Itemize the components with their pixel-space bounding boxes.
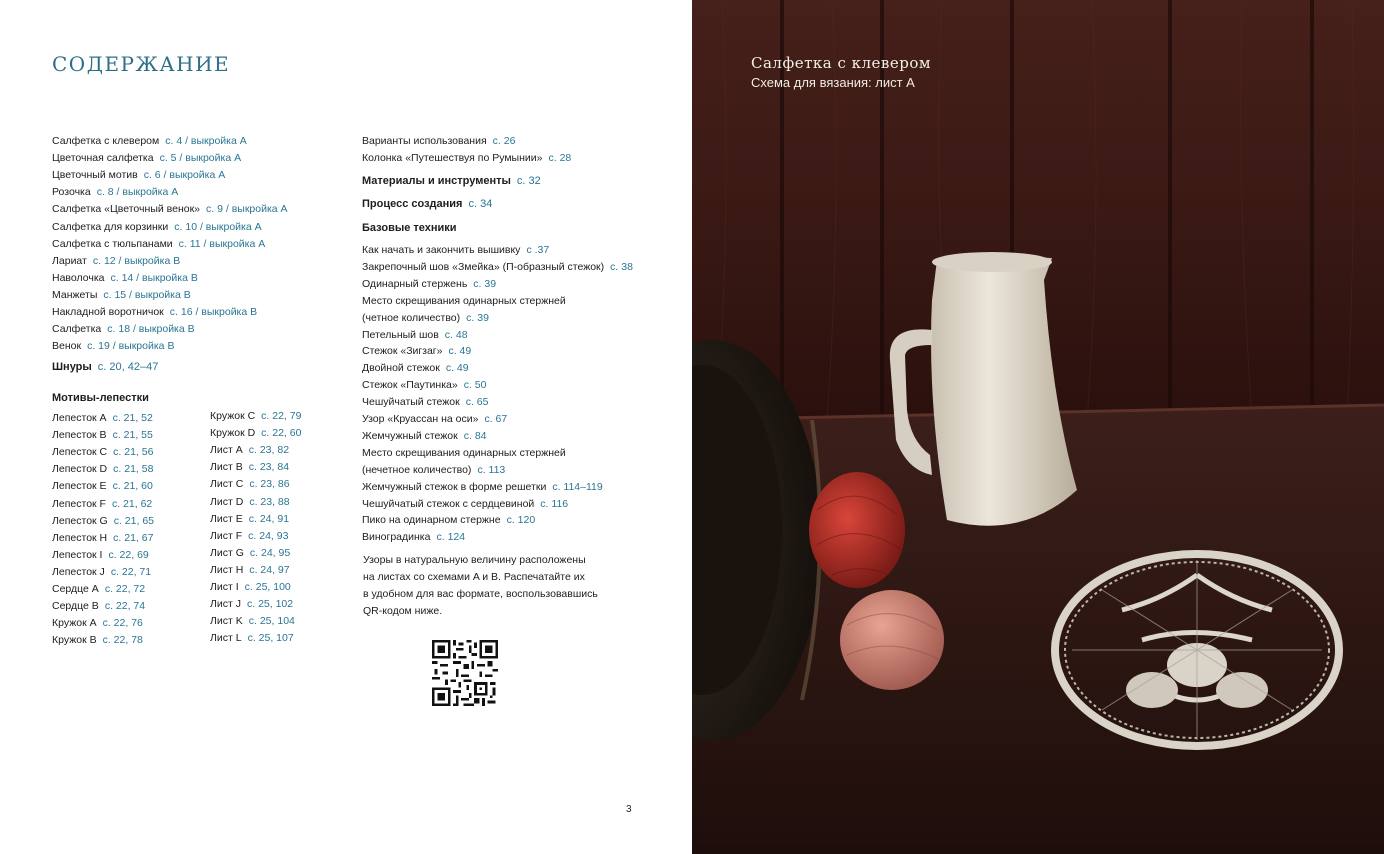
toc-entry-page-ref: с. 34 bbox=[468, 198, 493, 210]
toc-entry[interactable] bbox=[210, 478, 290, 491]
toc-entry-page-ref: с. 25, 100 bbox=[244, 581, 291, 593]
toc-entry[interactable] bbox=[52, 446, 153, 459]
toc-entry[interactable] bbox=[362, 514, 535, 527]
toc-entry[interactable] bbox=[210, 615, 295, 628]
toc-entry-page-ref: с. 22, 79 bbox=[261, 410, 302, 422]
toc-entry[interactable] bbox=[362, 531, 465, 544]
toc-entry-page-ref: с. 25, 107 bbox=[247, 632, 294, 645]
toc-entry[interactable] bbox=[362, 498, 568, 511]
toc-section-heading: Мотивы-лепестки bbox=[52, 392, 149, 404]
toc-entry[interactable] bbox=[210, 461, 289, 474]
toc-entry-page-ref: с. 19 / выкройка В bbox=[87, 340, 175, 353]
toc-section-heading: Базовые техники bbox=[362, 222, 457, 234]
toc-entry-page-ref: с. 23, 82 bbox=[248, 444, 290, 457]
toc-entry-page-ref: с. 21, 62 bbox=[111, 497, 153, 510]
toc-entry-label: Цветочный мотив bbox=[52, 169, 138, 182]
toc-entry-page-ref: с. 22, 72 bbox=[104, 583, 146, 595]
toc-entry-page-ref: с. 5 / выкройка А bbox=[159, 152, 242, 165]
toc-entry[interactable] bbox=[362, 362, 469, 375]
toc-entry[interactable] bbox=[52, 272, 198, 285]
toc-entry[interactable] bbox=[52, 135, 247, 148]
toc-entry[interactable] bbox=[52, 617, 143, 630]
toc-entry-page-ref: с. 116 bbox=[540, 497, 569, 510]
toc-entry[interactable] bbox=[362, 396, 488, 409]
toc-entry-page-ref: с. 21, 58 bbox=[113, 463, 154, 476]
toc-entry-page-ref: с. 15 / выкройка В bbox=[103, 288, 191, 301]
toc-entry-page-ref: с. 4 / выкройка А bbox=[165, 135, 247, 147]
toc-entry[interactable] bbox=[362, 295, 572, 308]
toc-entry[interactable] bbox=[52, 549, 149, 562]
toc-entry-label: Лепесток C bbox=[52, 446, 108, 459]
toc-entry[interactable] bbox=[52, 515, 154, 528]
toc-entry-page-ref: с. 24, 91 bbox=[248, 512, 290, 525]
toc-entry[interactable] bbox=[52, 498, 152, 511]
toc-entry[interactable] bbox=[52, 634, 143, 647]
toc-entry-page-ref: с. 38 bbox=[610, 260, 633, 273]
toc-entry[interactable] bbox=[362, 481, 603, 494]
note-line: Узоры в натуральную величину расположены bbox=[363, 554, 586, 566]
toc-entry[interactable] bbox=[210, 598, 293, 611]
toc-entry-page-ref: с. 16 / выкройка В bbox=[169, 306, 258, 318]
toc-entry-label: (нечетное количество) bbox=[362, 463, 472, 476]
toc-entry[interactable] bbox=[52, 238, 265, 251]
toc-entry-page-ref: с. 9 / выкройка А bbox=[206, 203, 288, 216]
toc-entry-label: Лист C bbox=[210, 478, 244, 491]
toc-entry[interactable] bbox=[210, 513, 289, 526]
toc-entry[interactable] bbox=[210, 581, 291, 594]
toc-entry-label: Салфетка bbox=[52, 323, 102, 336]
toc-entry[interactable] bbox=[362, 135, 515, 148]
toc-entry[interactable] bbox=[52, 463, 153, 476]
toc-entry[interactable] bbox=[52, 429, 153, 442]
toc-entry-page-ref: с. 22, 76 bbox=[102, 617, 143, 630]
toc-entry-page-ref: с. 114–119 bbox=[552, 480, 603, 493]
toc-entry-page-ref: с. 65 bbox=[465, 396, 489, 409]
toc-entry[interactable] bbox=[52, 255, 180, 268]
toc-entry-page-ref: с .37 bbox=[526, 244, 550, 256]
toc-entry[interactable] bbox=[52, 566, 151, 579]
toc-entry-label: Венок bbox=[52, 340, 82, 353]
toc-entry-label: Лист D bbox=[210, 495, 244, 508]
toc-entry[interactable] bbox=[362, 430, 487, 443]
toc-entry-page-ref: с. 48 bbox=[444, 328, 468, 341]
toc-entry[interactable] bbox=[210, 530, 288, 543]
toc-entry-page-ref: с. 22, 69 bbox=[108, 548, 149, 561]
toc-entry[interactable] bbox=[52, 203, 288, 216]
toc-entry[interactable] bbox=[362, 278, 496, 291]
toc-entry[interactable] bbox=[210, 444, 289, 457]
toc-entry[interactable] bbox=[52, 600, 145, 613]
toc-entry-label: Двойной стежок bbox=[362, 362, 440, 375]
toc-entry-label: Лепесток E bbox=[52, 480, 107, 493]
toc-entry-page-ref: с. 24, 97 bbox=[249, 563, 290, 576]
toc-entry-page-ref: с. 39 bbox=[473, 277, 497, 290]
toc-entry-page-ref: с. 25, 104 bbox=[248, 615, 295, 628]
toc-entry-page-ref: с. 23, 88 bbox=[249, 495, 290, 508]
note-line: на листах со схемами A и B. Распечатайте их bbox=[363, 571, 585, 583]
toc-entry-page-ref: с. 24, 95 bbox=[249, 546, 291, 559]
toc-entry[interactable] bbox=[210, 564, 290, 577]
toc-entry-page-ref: с. 11 / выкройка А bbox=[178, 237, 266, 250]
toc-entry-label: Салфетка с клевером bbox=[52, 135, 160, 147]
toc-entry-label: Сердце B bbox=[52, 600, 99, 613]
toc-entry-page-ref: с. 21, 67 bbox=[113, 531, 154, 544]
toc-entry[interactable] bbox=[52, 340, 174, 353]
toc-entry-label: Одинарный стержень bbox=[362, 277, 468, 290]
toc-entry-label: Чешуйчатый стежок bbox=[362, 396, 460, 409]
toc-entry-label: Лист A bbox=[210, 444, 243, 457]
toc-entry-page-ref: с. 50 bbox=[463, 379, 487, 392]
toc-entry[interactable] bbox=[362, 244, 549, 257]
toc-entry-page-ref: с. 26 bbox=[492, 135, 516, 147]
toc-entry[interactable] bbox=[362, 413, 507, 426]
toc-entry[interactable] bbox=[362, 379, 486, 392]
toc-entry[interactable] bbox=[52, 221, 262, 234]
toc-entry-label: Сердце A bbox=[52, 583, 99, 595]
photo-subtitle: Схема для вязания: лист A bbox=[751, 75, 915, 90]
toc-entry-label: Лист G bbox=[210, 546, 244, 559]
toc-entry[interactable] bbox=[52, 169, 225, 182]
note-line: в удобном для вас формате, воспользовавшись bbox=[363, 588, 598, 600]
toc-entry-label: Закрепочный шов «Змейка» (П-образный стежок) bbox=[362, 260, 605, 273]
page-number: 3 bbox=[626, 804, 632, 815]
toc-entry-label: Лист B bbox=[210, 461, 243, 474]
toc-entry-page-ref: с. 10 / выкройка А bbox=[174, 220, 262, 233]
toc-entry-label: Стежок «Паутинка» bbox=[362, 379, 458, 392]
toc-entry[interactable] bbox=[52, 152, 241, 165]
toc-entry-label: Кружок D bbox=[210, 427, 256, 440]
toc-entry[interactable] bbox=[362, 198, 492, 210]
toc-entry-page-ref: с. 25, 102 bbox=[246, 598, 294, 611]
toc-entry-page-ref: с. 113 bbox=[477, 463, 506, 476]
still-life-photo bbox=[692, 0, 1384, 854]
toc-entry[interactable] bbox=[52, 480, 153, 493]
toc-entry-label: Лепесток B bbox=[52, 429, 107, 442]
toc-entry-label: Розочка bbox=[52, 186, 91, 199]
toc-entry-label: Стежок «Зигзаг» bbox=[362, 345, 443, 358]
note-line: QR-кодом ниже. bbox=[363, 605, 443, 617]
toc-entry-label: Манжеты bbox=[52, 288, 98, 301]
toc-entry-label: Лепесток D bbox=[52, 463, 108, 476]
toc-entry-label: Лепесток F bbox=[52, 497, 106, 510]
toc-entry[interactable] bbox=[362, 152, 571, 165]
toc-entry-label: Чешуйчатый стежок с сердцевиной bbox=[362, 497, 535, 510]
toc-entry[interactable] bbox=[210, 427, 301, 440]
toc-entry-label: Наволочка bbox=[52, 271, 105, 284]
toc-entry-label: Салфетка для корзинки bbox=[52, 220, 169, 233]
toc-entry-label: Лист K bbox=[210, 615, 243, 628]
toc-entry-page-ref: с. 6 / выкройка А bbox=[143, 169, 226, 182]
toc-entry-label: Кружок C bbox=[210, 410, 256, 422]
toc-entry-page-ref: с. 49 bbox=[445, 362, 469, 375]
toc-entry-label: Место скрещивания одинарных стержней bbox=[362, 294, 566, 307]
toc-entry-label: Узор «Круассан на оси» bbox=[362, 413, 479, 425]
toc-entry-page-ref: с. 21, 60 bbox=[112, 480, 153, 493]
toc-entry-label: Пико на одинарном стержне bbox=[362, 514, 501, 527]
toc-entry-label: Салфетка «Цветочный венок» bbox=[52, 203, 201, 216]
toc-entry-page-ref: с. 12 / выкройка В bbox=[92, 254, 181, 267]
toc-entry-page-ref: с. 67 bbox=[484, 413, 508, 425]
contents-title: СОДЕРЖАНИЕ bbox=[52, 52, 231, 76]
photo-page bbox=[692, 0, 1384, 854]
toc-entry-label: Лист H bbox=[210, 563, 244, 576]
toc-entry-label: Кружок B bbox=[52, 634, 97, 647]
toc-entry[interactable] bbox=[362, 464, 505, 477]
toc-entry[interactable] bbox=[362, 345, 471, 358]
toc-entry-label: Лист L bbox=[210, 632, 242, 645]
toc-entry-page-ref: с. 14 / выкройка В bbox=[110, 271, 198, 284]
qr-code-icon[interactable] bbox=[432, 640, 498, 706]
toc-entry-page-ref: с. 23, 84 bbox=[248, 461, 290, 474]
toc-entry-label: Материалы и инструменты bbox=[362, 175, 511, 187]
toc-entry-label: Цветочная салфетка bbox=[52, 152, 154, 165]
toc-entry-label: Накладной воротничок bbox=[52, 306, 164, 318]
toc-entry[interactable] bbox=[52, 412, 153, 425]
toc-entry-page-ref: с. 22, 60 bbox=[261, 427, 302, 440]
toc-entry-label: Лепесток J bbox=[52, 565, 105, 578]
toc-entry-label: Кружок A bbox=[52, 617, 97, 630]
toc-entry[interactable] bbox=[52, 289, 191, 302]
toc-entry-label: Место скрещивания одинарных стержней bbox=[362, 446, 566, 459]
toc-entry-page-ref: с. 39 bbox=[466, 311, 489, 324]
toc-entry-label: Лист F bbox=[210, 529, 243, 542]
toc-entry[interactable] bbox=[52, 361, 158, 373]
toc-entry[interactable] bbox=[210, 632, 294, 645]
toc-entry-page-ref: с. 21, 55 bbox=[112, 429, 153, 442]
toc-entry-label: (четное количество) bbox=[362, 311, 461, 324]
toc-entry-page-ref: с. 22, 78 bbox=[102, 634, 143, 647]
toc-entry-label: Петельный шов bbox=[362, 328, 439, 341]
toc-entry[interactable] bbox=[52, 532, 153, 545]
toc-entry[interactable] bbox=[362, 329, 468, 342]
toc-entry-label: Шнуры bbox=[52, 361, 92, 373]
qr-note bbox=[363, 552, 623, 620]
toc-entry-label: Лепесток I bbox=[52, 548, 103, 561]
toc-entry-label: Лариат bbox=[52, 254, 87, 267]
toc-entry-page-ref: с. 21, 65 bbox=[113, 514, 154, 527]
toc-entry-page-ref: с. 32 bbox=[516, 175, 541, 187]
toc-entry-page-ref: с. 21, 52 bbox=[112, 412, 153, 424]
toc-entry-page-ref: с. 124 bbox=[436, 531, 466, 544]
toc-entry[interactable] bbox=[210, 496, 290, 509]
toc-entry-label: Лепесток G bbox=[52, 514, 108, 527]
toc-entry-page-ref: с. 28 bbox=[548, 152, 572, 164]
toc-entry[interactable] bbox=[362, 312, 489, 325]
toc-entry-page-ref: с. 18 / выкройка В bbox=[107, 323, 195, 336]
toc-entry[interactable] bbox=[210, 547, 290, 560]
toc-entry[interactable] bbox=[52, 186, 178, 199]
toc-entry[interactable] bbox=[52, 306, 257, 319]
toc-entry-page-ref: с. 20, 42–47 bbox=[97, 361, 159, 373]
toc-entry-page-ref: с. 49 bbox=[448, 345, 472, 358]
toc-entry-page-ref: с. 24, 93 bbox=[248, 529, 289, 542]
toc-entry-page-ref: с. 23, 86 bbox=[249, 478, 290, 491]
toc-entry-page-ref: с. 120 bbox=[506, 514, 536, 527]
toc-entry-page-ref: с. 22, 71 bbox=[110, 565, 152, 578]
toc-entry-label: Жемчужный стежок в форме решетки bbox=[362, 480, 547, 493]
toc-entry-label: Лист I bbox=[210, 581, 239, 593]
toc-entry-label: Лепесток H bbox=[52, 531, 108, 544]
toc-entry[interactable] bbox=[210, 410, 301, 423]
toc-entry[interactable] bbox=[362, 261, 633, 274]
toc-entry-page-ref: с. 84 bbox=[463, 429, 487, 442]
toc-entry-page-ref: с. 22, 74 bbox=[104, 600, 146, 613]
toc-entry-label: Виноградинка bbox=[362, 531, 431, 544]
toc-entry-label: Лепесток A bbox=[52, 412, 107, 424]
toc-entry-label: Салфетка с тюльпанами bbox=[52, 237, 173, 250]
photo-title: Салфетка с клевером bbox=[751, 54, 932, 72]
toc-entry-label: Лист J bbox=[210, 598, 241, 611]
toc-entry-page-ref: с. 8 / выкройка А bbox=[96, 186, 179, 199]
toc-entry[interactable] bbox=[52, 323, 195, 336]
toc-entry[interactable] bbox=[52, 583, 145, 596]
toc-entry-label: Лист E bbox=[210, 512, 243, 525]
toc-entry-page-ref: с. 21, 56 bbox=[113, 446, 154, 459]
toc-entry-label: Варианты использования bbox=[362, 135, 487, 147]
toc-entry[interactable] bbox=[362, 175, 541, 187]
toc-entry-label: Как начать и закончить вышивку bbox=[362, 244, 521, 256]
toc-entry-label: Колонка «Путешествуя по Румынии» bbox=[362, 152, 543, 164]
toc-entry-label: Процесс создания bbox=[362, 198, 463, 210]
toc-entry[interactable] bbox=[362, 447, 572, 460]
toc-entry-label: Жемчужный стежок bbox=[362, 429, 458, 442]
